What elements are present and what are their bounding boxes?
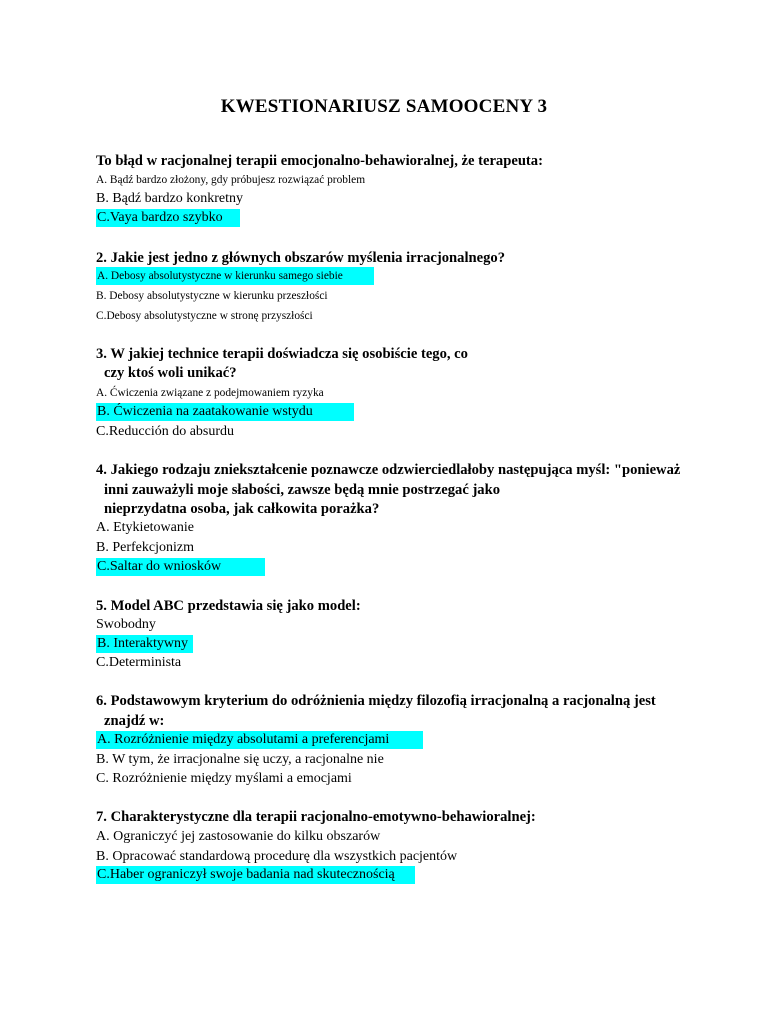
question-1-option-b: B. Bądź bardzo konkretny (96, 191, 243, 206)
question-4-text-cont-2: nieprzydatna osoba, jak całkowita porażka? (104, 501, 380, 517)
question-7-text: 7. Charakterystyczne dla terapii racjonalno-emotywno-behawioralnej: (96, 809, 536, 825)
question-5-option-a: Swobodny (96, 617, 156, 632)
question-3-option-b-highlighted: B. Ćwiczenia na zaatakowanie wstydu (96, 403, 354, 421)
question-4-option-b: B. Perfekcjonizm (96, 540, 194, 555)
question-4-option-a: A. Etykietowanie (96, 520, 194, 535)
question-6-option-a-highlighted: A. Rozróżnienie między absolutami a preferencjami (96, 731, 423, 749)
question-3-text-cont: czy ktoś woli unikać? (104, 365, 237, 381)
question-3-option-c: C.Reducción do absurdu (96, 424, 235, 439)
question-6-option-c: C. Rozróżnienie między myślami a emocjami (96, 771, 352, 786)
question-2-option-b: B. Debosy absolutystyczne w kierunku przeszłości (96, 290, 328, 302)
question-4-text-cont-1: inni zauważyli moje słabości, zawsze będą mnie postrzegać jako (104, 482, 501, 498)
question-1-option-c-highlighted: C.Vaya bardzo szybko (96, 209, 240, 227)
question-3-option-a: A. Ćwiczenia związane z podejmowaniem ryzyka (96, 387, 324, 399)
question-4-text: 4. Jakiego rodzaju zniekształcenie poznawcze odzwierciedlałoby następująca myśl: "ponieważ (96, 462, 681, 478)
question-7-option-c-highlighted: C.Haber ograniczył swoje badania nad skutecznością (96, 866, 415, 884)
question-4-option-c-highlighted: C.Saltar do wniosków (96, 558, 265, 576)
question-2-option-a-highlighted: A. Debosy absolutystyczne w kierunku samego siebie (96, 267, 374, 285)
question-6-text: 6. Podstawowym kryterium do odróżnienia między filozofią irracjonalną a racjonalną jest (96, 693, 656, 709)
question-2-option-c: C.Debosy absolutystyczne w stronę przyszłości (96, 310, 313, 322)
question-5-text: 5. Model ABC przedstawia się jako model: (96, 598, 361, 614)
question-5-option-b-highlighted: B. Interaktywny (96, 635, 193, 653)
document-title: KWESTIONARIUSZ SAMOOCENY 3 (220, 96, 548, 117)
question-1-option-a: A. Bądź bardzo złożony, gdy próbujesz rozwiązać problem (96, 174, 366, 186)
question-5-option-c: C.Determinista (96, 655, 182, 670)
question-7-option-a: A. Ograniczyć jej zastosowanie do kilku obszarów (96, 829, 381, 844)
question-1-text: To błąd w racjonalnej terapii emocjonalno-behawioralnej, że terapeuta: (96, 153, 543, 169)
question-6-text-cont: znajdź w: (104, 713, 165, 729)
question-6-option-b: B. W tym, że irracjonalne się uczy, a racjonalne nie (96, 752, 384, 767)
question-3-text: 3. W jakiej technice terapii doświadcza się osobiście tego, co (96, 346, 468, 362)
question-7-option-b: B. Opracować standardową procedurę dla wszystkich pacjentów (96, 849, 458, 864)
question-2-text: 2. Jakie jest jedno z głównych obszarów myślenia irracjonalnego? (96, 250, 505, 266)
